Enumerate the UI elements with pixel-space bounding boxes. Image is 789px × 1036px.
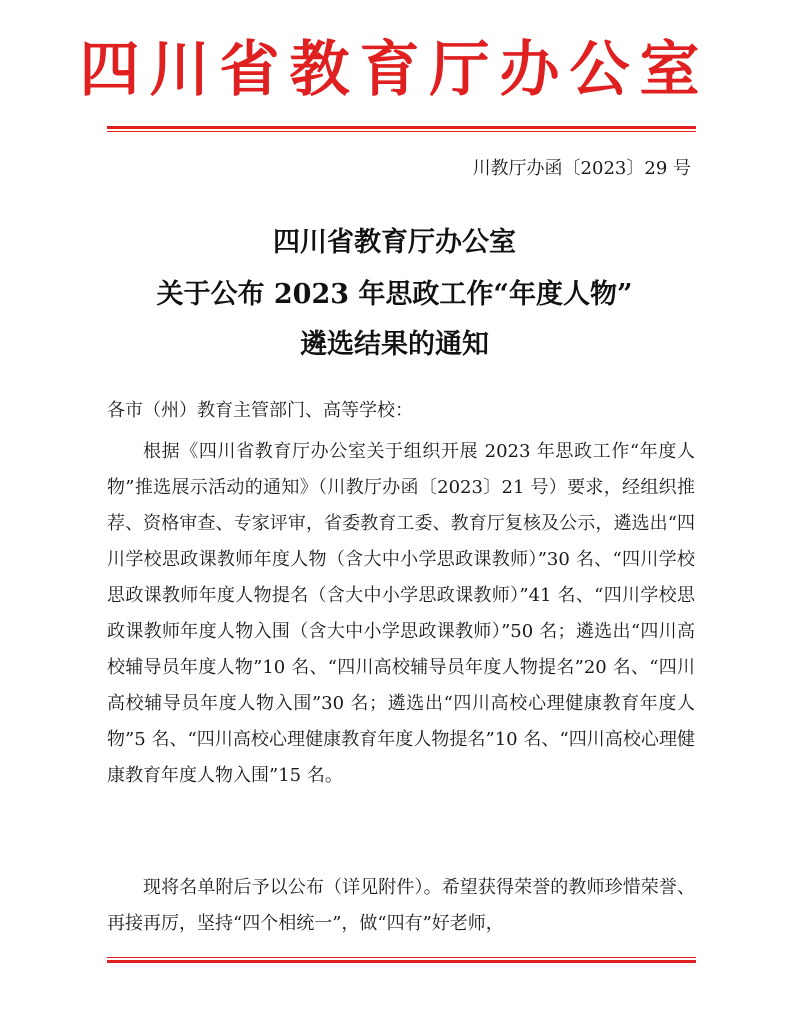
footer-rule-thick: [107, 960, 696, 963]
body-paragraph-1: 根据《四川省教育厅办公室关于组织开展 2023 年思政工作“年度人物”推选展示活动的通知》（川教厅办函〔2023〕21 号）要求，经组织推荐、资格审查、专家评审，省委教育工委、教育厅复核及公示，遴选出“四川学校思政课教师年度人物（含大中小学思政课教师）”30 名、“四川学校思政课教师年度人物提名（含大中小学思政课教师）”41 名、“四川学校思政课教师年度人物入围（含大中小学思政课教师）”50 名；遴选出“四川高校辅导员年度人物”10 名、“四川高校辅导员年度人物提名”20 名、“四川高校辅导员年度人物入围”30 名；遴选出“四川高校心理健康教育年度人物”5 名、“四川高校心理健康教育年度人物提名”10 名、“四川高校心理健康教育年度人物入围”15 名。: [107, 441, 695, 786]
footer-rule-thin: [107, 957, 696, 958]
salutation: 各市（州）教育主管部门、高等学校：: [107, 400, 413, 421]
document-number: 川教厅办函〔2023〕29 号: [472, 158, 691, 179]
masthead-rule-thin: [107, 131, 696, 132]
masthead-title: 四川省教育厅办公室: [79, 35, 710, 105]
document-title-line-1: 四川省教育厅办公室: [273, 227, 516, 258]
body-paragraph-2: 现将名单附后予以公布（详见附件）。希望获得荣誉的教师珍惜荣誉、再接再厉，坚持“四个相统一”，做“四有”好老师，: [107, 877, 695, 934]
masthead-rule-thick: [107, 126, 696, 129]
document-title-line-3: 遴选结果的通知: [300, 329, 489, 360]
document-title-line-2: 关于公布 2023 年思政工作“年度人物”: [156, 279, 633, 310]
